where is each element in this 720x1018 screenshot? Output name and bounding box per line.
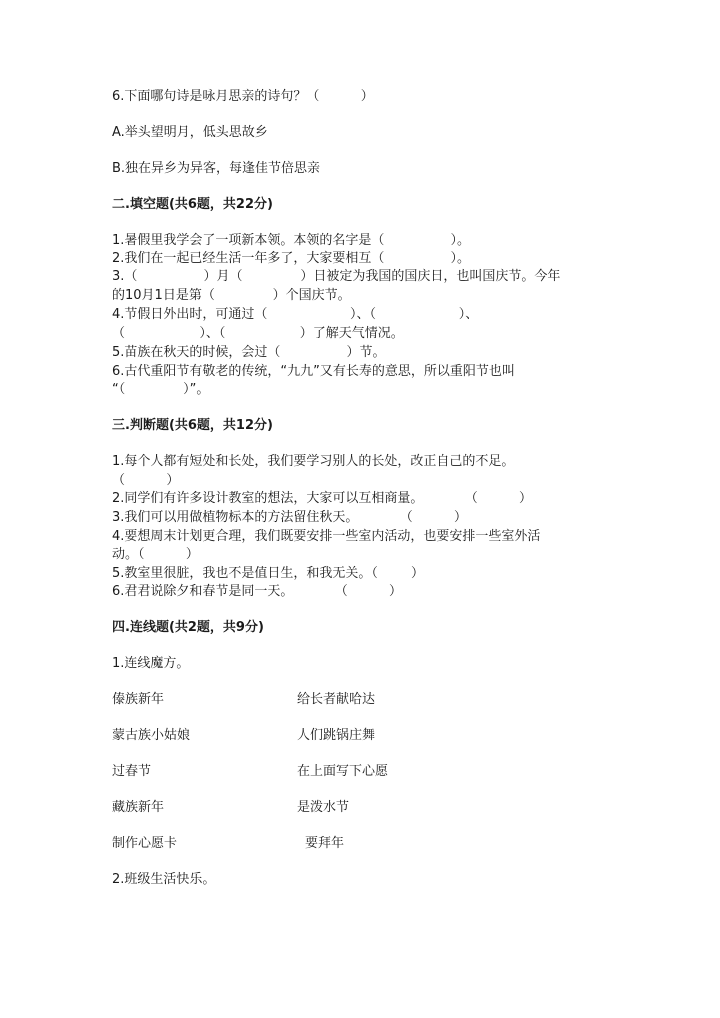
judge-line-7: 5.教室里很脏，我也不是值日生，和我无关。（ ） bbox=[112, 566, 424, 581]
fill-line-8: 6.古代重阳节有敬老的传统，“九九”又有长寿的意思，所以重阳节也叫 bbox=[112, 364, 515, 379]
section4-heading: 四.连线题(共2题，共9分) bbox=[112, 620, 264, 635]
match-left-5: 制作心愿卡 bbox=[112, 836, 178, 851]
judge-line-1: 1.每个人都有短处和长处，我们要学习别人的长处，改正自己的不足。 bbox=[112, 454, 515, 469]
match-right-1: 给长者献哈达 bbox=[297, 692, 376, 707]
matching-q2-title: 2.班级生活快乐。 bbox=[112, 872, 216, 887]
fill-line-9: “（ ）”。 bbox=[112, 382, 210, 397]
match-left-4: 藏族新年 bbox=[112, 800, 165, 815]
q6-option-b: B.独在异乡为异客，每逢佳节倍思亲 bbox=[112, 161, 321, 176]
match-right-4: 是泼水节 bbox=[297, 800, 350, 815]
fill-line-1: 1.暑假里我学会了一项新本领。本领的名字是（ ）。 bbox=[112, 233, 471, 248]
match-right-2: 人们跳锅庄舞 bbox=[297, 728, 376, 743]
judge-line-2: （ ） bbox=[112, 473, 180, 488]
section2-heading: 二.填空题(共6题，共22分) bbox=[112, 197, 273, 212]
judge-line-8: 6.君君说除夕和春节是同一天。 （ ） bbox=[112, 584, 403, 599]
judge-line-5: 4.要想周末计划更合理，我们既要安排一些室内活动，也要安排一些室外活 bbox=[112, 529, 541, 544]
q6-option-a: A.举头望明月，低头思故乡 bbox=[112, 125, 268, 140]
match-left-1: 傣族新年 bbox=[112, 692, 165, 707]
judge-line-3: 2.同学们有许多设计教室的想法，大家可以互相商量。 （ ） bbox=[112, 491, 533, 506]
matching-q1-title: 1.连线魔方。 bbox=[112, 656, 190, 671]
fill-line-3: 3.（ ）月（ ）日被定为我国的国庆日，也叫国庆节。今年 bbox=[112, 269, 561, 284]
match-left-2: 蒙古族小姑娘 bbox=[112, 728, 191, 743]
match-left-3: 过春节 bbox=[112, 764, 152, 779]
judge-line-6: 动。（ ） bbox=[112, 547, 199, 562]
judge-line-4: 3.我们可以用做植物标本的方法留住秋天。 （ ） bbox=[112, 510, 468, 525]
fill-line-7: 5.苗族在秋天的时候，会过（ ）节。 bbox=[112, 345, 386, 360]
fill-line-6: （ ）、（ ）了解天气情况。 bbox=[112, 326, 404, 341]
match-right-3: 在上面写下心愿 bbox=[297, 764, 389, 779]
match-right-5: 要拜年 bbox=[305, 836, 345, 851]
q6-question: 6.下面哪句诗是咏月思亲的诗句？（ ） bbox=[112, 89, 374, 104]
section3-heading: 三.判断题(共6题，共12分) bbox=[112, 418, 273, 433]
fill-line-5: 4.节假日外出时，可通过（ ）、（ ）、 bbox=[112, 307, 479, 322]
fill-line-4: 的10月1日是第（ ）个国庆节。 bbox=[112, 288, 351, 303]
fill-line-2: 2.我们在一起已经生活一年多了，大家要相互（ ）。 bbox=[112, 251, 471, 266]
